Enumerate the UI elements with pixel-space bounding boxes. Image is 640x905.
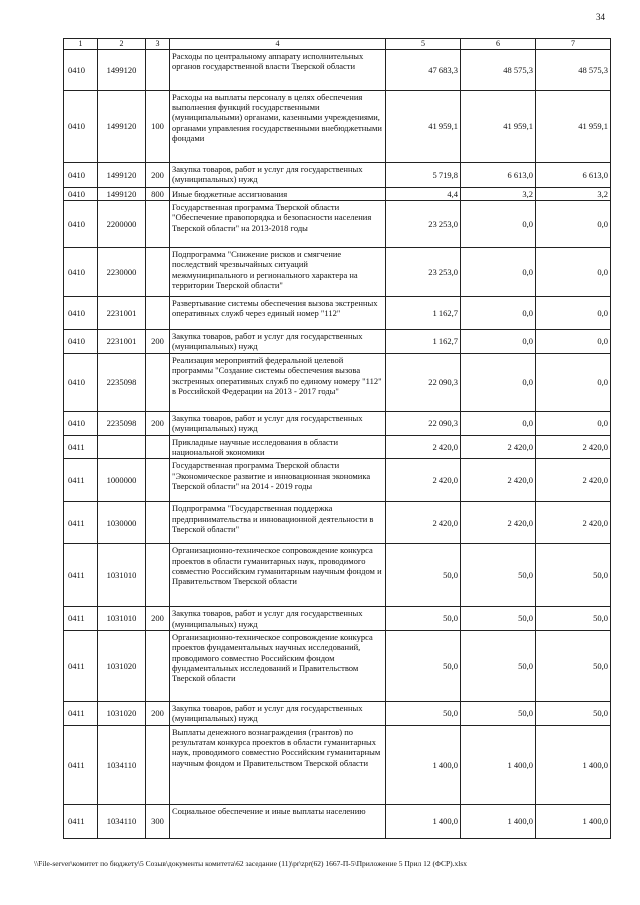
section-code: 0410 [64, 187, 98, 200]
amount-col5: 1 162,7 [386, 297, 461, 330]
table-row [64, 607, 611, 631]
section-code: 0410 [64, 330, 98, 354]
target-article-code: 1034110 [98, 804, 146, 838]
amount-col7: 41 959,1 [536, 90, 611, 162]
target-article-code: 2235098 [98, 411, 146, 435]
target-article-code: 1031010 [98, 607, 146, 631]
file-path-footer: \\File-server\комитет по бюджету\5 Созыв\документы комитета\62 заседание (11)\pr\zpr(62) 1667-П-5\Приложение 5 Прил 12 (ФСР).xlsx [34, 859, 468, 868]
header-row [64, 39, 611, 50]
amount-col5: 1 162,7 [386, 330, 461, 354]
table-row [64, 162, 611, 187]
expense-type-code [146, 248, 170, 297]
expense-type-code: 200 [146, 330, 170, 354]
amount-col5: 41 959,1 [386, 90, 461, 162]
amount-col6: 50,0 [461, 607, 536, 631]
section-code: 0410 [64, 248, 98, 297]
expense-type-code: 800 [146, 187, 170, 200]
page-number: 34 [596, 12, 605, 22]
target-article-code: 1031020 [98, 701, 146, 725]
table-row [64, 630, 611, 701]
column-header: 5 [386, 39, 461, 50]
amount-col6: 0,0 [461, 353, 536, 411]
row-description: Развертывание системы обеспечения вызова экстренных оперативных служб через единый номер "112" [170, 297, 386, 330]
row-description: Расходы по центральному аппарату исполнительных органов государственной власти Тверской области [170, 49, 386, 90]
table-row [64, 725, 611, 804]
amount-col5: 2 420,0 [386, 435, 461, 459]
column-header: 7 [536, 39, 611, 50]
row-description: Закупка товаров, работ и услуг для государственных (муниципальных) нужд [170, 701, 386, 725]
amount-col6: 1 400,0 [461, 725, 536, 804]
table-row [64, 459, 611, 502]
row-description: Иные бюджетные ассигнования [170, 187, 386, 200]
target-article-code: 2231001 [98, 297, 146, 330]
section-code: 0410 [64, 49, 98, 90]
column-header: 3 [146, 39, 170, 50]
target-article-code: 1031010 [98, 544, 146, 607]
expense-type-code [146, 544, 170, 607]
column-header: 4 [170, 39, 386, 50]
section-code: 0411 [64, 701, 98, 725]
amount-col7: 50,0 [536, 607, 611, 631]
amount-col5: 50,0 [386, 607, 461, 631]
amount-col7: 50,0 [536, 630, 611, 701]
amount-col5: 23 253,0 [386, 248, 461, 297]
amount-col5: 4,4 [386, 187, 461, 200]
section-code: 0411 [64, 630, 98, 701]
amount-col7: 2 420,0 [536, 459, 611, 502]
row-description: Закупка товаров, работ и услуг для государственных (муниципальных) нужд [170, 330, 386, 354]
amount-col7: 0,0 [536, 353, 611, 411]
target-article-code: 2235098 [98, 353, 146, 411]
target-article-code: 1499120 [98, 49, 146, 90]
table-row [64, 435, 611, 459]
target-article-code [98, 435, 146, 459]
row-description: Расходы на выплаты персоналу в целях обеспечения выполнения функций государственными (муниципальными) органами, казенными учреждениями, органами управления государственными внебюджетными фондами [170, 90, 386, 162]
target-article-code: 1499120 [98, 162, 146, 187]
amount-col6: 0,0 [461, 201, 536, 248]
amount-col6: 1 400,0 [461, 804, 536, 838]
table-row [64, 330, 611, 354]
row-description: Организационно-техническое сопровождение конкурса проектов фундаментальных научных исследований, проводимого совместно Российским фондом фундаментальных исследований и Правительством Тверской области [170, 630, 386, 701]
amount-col5: 50,0 [386, 630, 461, 701]
row-description: Реализация мероприятий федеральной целевой программы "Создание системы обеспечения вызова экстренных оперативных служб по единому номеру "112" в Российской Федерации на 2013 - 2017 годы" [170, 353, 386, 411]
table-row [64, 502, 611, 544]
table-row [64, 201, 611, 248]
expense-type-code [146, 725, 170, 804]
amount-col6: 50,0 [461, 701, 536, 725]
section-code: 0411 [64, 502, 98, 544]
section-code: 0411 [64, 544, 98, 607]
row-description: Закупка товаров, работ и услуг для государственных (муниципальных) нужд [170, 411, 386, 435]
amount-col5: 22 090,3 [386, 411, 461, 435]
section-code: 0410 [64, 353, 98, 411]
table-row [64, 187, 611, 200]
amount-col7: 3,2 [536, 187, 611, 200]
target-article-code: 1000000 [98, 459, 146, 502]
amount-col6: 6 613,0 [461, 162, 536, 187]
table-row [64, 90, 611, 162]
expense-type-code [146, 459, 170, 502]
expense-type-code: 200 [146, 411, 170, 435]
target-article-code: 2230000 [98, 248, 146, 297]
amount-col6: 3,2 [461, 187, 536, 200]
target-article-code: 1030000 [98, 502, 146, 544]
row-description: Государственная программа Тверской области "Обеспечение правопорядка и безопасности населения Тверской области" на 2013-2018 годы [170, 201, 386, 248]
expense-type-code: 300 [146, 804, 170, 838]
expense-type-code [146, 502, 170, 544]
target-article-code: 1034110 [98, 725, 146, 804]
amount-col7: 50,0 [536, 544, 611, 607]
amount-col6: 0,0 [461, 248, 536, 297]
target-article-code: 1031020 [98, 630, 146, 701]
budget-table [63, 38, 611, 839]
expense-type-code: 200 [146, 701, 170, 725]
amount-col5: 23 253,0 [386, 201, 461, 248]
amount-col5: 50,0 [386, 701, 461, 725]
section-code: 0411 [64, 725, 98, 804]
amount-col6: 0,0 [461, 411, 536, 435]
column-header: 1 [64, 39, 98, 50]
row-description: Прикладные научные исследования в области национальной экономики [170, 435, 386, 459]
amount-col6: 50,0 [461, 630, 536, 701]
section-code: 0411 [64, 459, 98, 502]
section-code: 0411 [64, 607, 98, 631]
amount-col6: 41 959,1 [461, 90, 536, 162]
expense-type-code [146, 630, 170, 701]
section-code: 0410 [64, 297, 98, 330]
amount-col6: 0,0 [461, 297, 536, 330]
column-header: 2 [98, 39, 146, 50]
amount-col7: 0,0 [536, 297, 611, 330]
amount-col6: 0,0 [461, 330, 536, 354]
amount-col5: 1 400,0 [386, 804, 461, 838]
table-row [64, 297, 611, 330]
table-row [64, 804, 611, 838]
amount-col7: 0,0 [536, 248, 611, 297]
target-article-code: 1499120 [98, 187, 146, 200]
amount-col7: 48 575,3 [536, 49, 611, 90]
amount-col5: 2 420,0 [386, 502, 461, 544]
target-article-code: 2231001 [98, 330, 146, 354]
expense-type-code [146, 353, 170, 411]
row-description: Подпрограмма "Государственная поддержка предпринимательства и инновационной деятельности в Тверской области" [170, 502, 386, 544]
table-row [64, 701, 611, 725]
row-description: Государственная программа Тверской области "Экономическое развитие и инновационная экономика Тверской области" на 2014 - 2019 годы [170, 459, 386, 502]
row-description: Закупка товаров, работ и услуг для государственных (муниципальных) нужд [170, 162, 386, 187]
section-code: 0410 [64, 411, 98, 435]
amount-col7: 1 400,0 [536, 804, 611, 838]
table-row [64, 353, 611, 411]
column-header: 6 [461, 39, 536, 50]
section-code: 0411 [64, 804, 98, 838]
amount-col5: 50,0 [386, 544, 461, 607]
row-description: Социальное обеспечение и иные выплаты населению [170, 804, 386, 838]
amount-col7: 0,0 [536, 411, 611, 435]
section-code: 0410 [64, 90, 98, 162]
amount-col6: 2 420,0 [461, 435, 536, 459]
expense-type-code [146, 201, 170, 248]
expense-type-code [146, 49, 170, 90]
expense-type-code [146, 435, 170, 459]
table-row [64, 248, 611, 297]
amount-col6: 50,0 [461, 544, 536, 607]
amount-col7: 50,0 [536, 701, 611, 725]
amount-col7: 1 400,0 [536, 725, 611, 804]
target-article-code: 1499120 [98, 90, 146, 162]
table-row [64, 411, 611, 435]
amount-col7: 2 420,0 [536, 435, 611, 459]
section-code: 0410 [64, 201, 98, 248]
table-row [64, 49, 611, 90]
expense-type-code: 200 [146, 162, 170, 187]
section-code: 0411 [64, 435, 98, 459]
table-row [64, 544, 611, 607]
row-description: Закупка товаров, работ и услуг для государственных (муниципальных) нужд [170, 607, 386, 631]
amount-col6: 2 420,0 [461, 502, 536, 544]
row-description: Выплаты денежного вознаграждения (грантов) по результатам конкурса проектов в области гуманитарных наук, проводимого совместно Российским гуманитарным научным фондом и Правительством Тверской области [170, 725, 386, 804]
amount-col7: 6 613,0 [536, 162, 611, 187]
amount-col5: 1 400,0 [386, 725, 461, 804]
amount-col6: 48 575,3 [461, 49, 536, 90]
amount-col5: 22 090,3 [386, 353, 461, 411]
row-description: Подпрограмма "Снижение рисков и смягчение последствий чрезвычайных ситуаций межмуниципального и регионального характера на территории Тверской области" [170, 248, 386, 297]
row-description: Организационно-техническое сопровождение конкурса проектов в области гуманитарных наук, проводимого совместно Российским гуманитарным научным фондом и Правительством Тверской области [170, 544, 386, 607]
target-article-code: 2200000 [98, 201, 146, 248]
amount-col7: 0,0 [536, 330, 611, 354]
amount-col7: 2 420,0 [536, 502, 611, 544]
section-code: 0410 [64, 162, 98, 187]
amount-col7: 0,0 [536, 201, 611, 248]
amount-col5: 47 683,3 [386, 49, 461, 90]
expense-type-code: 200 [146, 607, 170, 631]
amount-col5: 2 420,0 [386, 459, 461, 502]
amount-col5: 5 719,8 [386, 162, 461, 187]
expense-type-code [146, 297, 170, 330]
expense-type-code: 100 [146, 90, 170, 162]
amount-col6: 2 420,0 [461, 459, 536, 502]
